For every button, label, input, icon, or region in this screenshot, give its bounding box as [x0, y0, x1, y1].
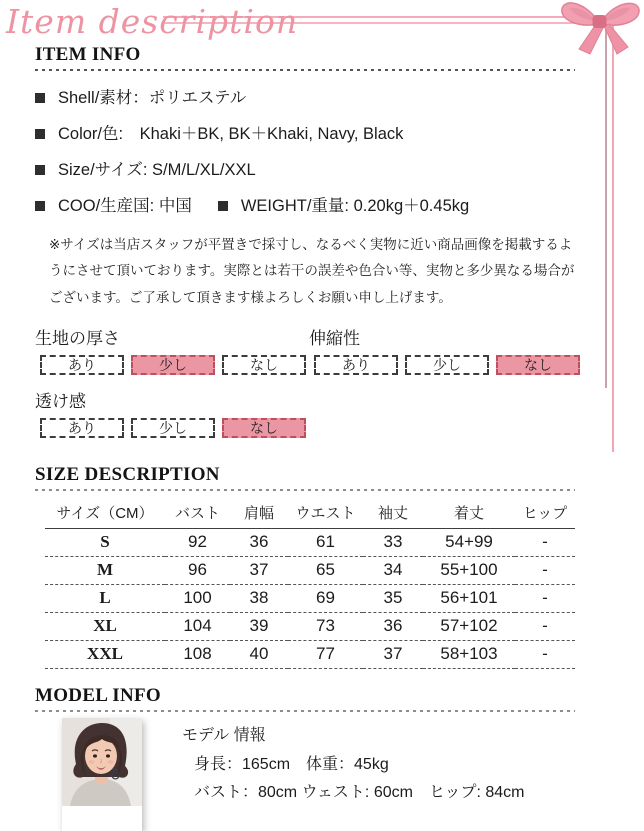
item-weight-text: WEIGHT/重量: 0.20kg＋0.45kg	[240, 197, 470, 215]
column-header-sleeve: 袖丈	[363, 499, 423, 529]
size-cell: 57+102	[423, 612, 515, 640]
size-cell: XL	[45, 612, 165, 640]
model-photo	[62, 718, 142, 831]
option-chip-row	[40, 418, 322, 438]
list-item	[35, 196, 580, 216]
size-cell: 33	[363, 528, 423, 556]
model-row	[62, 718, 580, 831]
list-item	[35, 88, 580, 108]
item-color-text: Color/色: Khaki＋BK, BK＋Khaki, Navy, Black	[58, 125, 404, 143]
size-cell: 35	[363, 584, 423, 612]
bullet-square-icon	[35, 129, 45, 139]
page-title: Item description	[6, 2, 299, 41]
table-row-l	[45, 584, 575, 612]
table-row-s	[45, 528, 575, 556]
item-shell-text: Shell/素材：ポリエステル	[58, 89, 247, 107]
item-coo-text: COO/生産国: 中国	[58, 197, 192, 215]
size-cell: 37	[230, 556, 288, 584]
size-description-heading: SIZE DESCRIPTION	[35, 463, 220, 485]
column-header-bust: バスト	[165, 499, 230, 529]
bullet-square-icon	[35, 165, 45, 175]
option-chip: 少し	[131, 418, 215, 438]
item-info-divider	[35, 69, 575, 71]
size-cell: -	[515, 556, 575, 584]
table-row-xxl	[45, 640, 575, 668]
model-bust-waist-hip: バスト：80cm ウェスト: 60cm ヒップ: 84cm	[194, 784, 525, 802]
size-table	[45, 499, 575, 669]
size-cell: 37	[363, 640, 423, 668]
fabric-group-stretch	[309, 324, 580, 375]
option-chip-selected: なし	[222, 418, 306, 438]
model-height-weight: 身長：165cm 体重：45kg	[194, 755, 389, 773]
size-cell: 34	[363, 556, 423, 584]
list-item	[35, 160, 580, 180]
model-info-divider	[35, 710, 575, 712]
size-cell: S	[45, 528, 165, 556]
size-cell: -	[515, 640, 575, 668]
option-chip: あり	[40, 418, 124, 438]
column-header-length: 着丈	[423, 499, 515, 529]
size-cell: 36	[230, 528, 288, 556]
size-cell: 56+101	[423, 584, 515, 612]
option-chip-row	[40, 355, 309, 375]
model-measurements	[182, 718, 524, 831]
model-info-section	[35, 685, 580, 831]
size-cell: 39	[230, 612, 288, 640]
size-cell: 55+100	[423, 556, 515, 584]
size-cell: 54+99	[423, 528, 515, 556]
table-row-xl	[45, 612, 575, 640]
fabric-sheerness-label: 透け感	[35, 391, 86, 411]
fabric-row	[35, 387, 580, 438]
size-cell: 73	[288, 612, 363, 640]
fabric-group-sheerness	[35, 387, 322, 438]
item-info-list	[35, 88, 580, 216]
size-cell: 38	[230, 584, 288, 612]
option-chip: 少し	[405, 355, 489, 375]
size-description-section	[35, 464, 580, 669]
column-header-hip: ヒップ	[515, 499, 575, 529]
size-cell: 65	[288, 556, 363, 584]
option-chip: なし	[222, 355, 306, 375]
size-cell: -	[515, 528, 575, 556]
size-cell: 58+103	[423, 640, 515, 668]
bullet-square-icon	[35, 201, 45, 211]
column-header-shoulder: 肩幅	[230, 499, 288, 529]
model-portrait-illustration	[62, 718, 142, 806]
table-header-row	[45, 499, 575, 529]
item-size-text: Size/サイズ: S/M/L/XL/XXL	[58, 161, 256, 179]
size-cell: 77	[288, 640, 363, 668]
size-disclaimer-text: ※サイズは当店スタッフが平置きで採寸し、なるべく実物に近い商品画像を掲載するようにさせて頂いております。実際とは若干の誤差や色合い等、実物と多少異なる場合がございます。ご了承して頂きます様よろしくお願い申し上げます。	[49, 237, 575, 305]
fabric-group-thickness	[35, 324, 309, 375]
column-header-waist: ウエスト	[288, 499, 363, 529]
frame-line-right-inner	[605, 20, 607, 388]
option-chip-selected: 少し	[131, 355, 215, 375]
size-cell: 92	[165, 528, 230, 556]
fabric-thickness-label: 生地の厚さ	[35, 328, 120, 348]
size-cell: 96	[165, 556, 230, 584]
option-chip: あり	[314, 355, 398, 375]
size-cell: 100	[165, 584, 230, 612]
fabric-properties	[35, 324, 580, 438]
size-cell: M	[45, 556, 165, 584]
fabric-stretch-label: 伸縮性	[309, 328, 360, 348]
size-cell: 61	[288, 528, 363, 556]
fabric-row	[35, 324, 580, 375]
table-row-m	[45, 556, 575, 584]
frame-line-right-outer	[612, 20, 614, 452]
option-chip-selected: なし	[496, 355, 580, 375]
content	[35, 44, 580, 831]
size-cell: L	[45, 584, 165, 612]
model-info-heading: MODEL INFO	[35, 684, 161, 706]
size-cell: 40	[230, 640, 288, 668]
list-item	[35, 124, 580, 144]
bullet-square-icon	[218, 201, 228, 211]
size-cell: 104	[165, 612, 230, 640]
option-chip: あり	[40, 355, 124, 375]
size-cell: 69	[288, 584, 363, 612]
item-info-heading: ITEM INFO	[35, 44, 141, 65]
column-header-size: サイズ（CM）	[45, 499, 165, 529]
model-title: モデル 情報	[182, 726, 266, 744]
size-cell: XXL	[45, 640, 165, 668]
option-chip-row	[314, 355, 580, 375]
size-description-divider	[35, 489, 575, 491]
size-cell: -	[515, 584, 575, 612]
size-cell: 108	[165, 640, 230, 668]
size-cell: 36	[363, 612, 423, 640]
bullet-square-icon	[35, 93, 45, 103]
size-cell: -	[515, 612, 575, 640]
